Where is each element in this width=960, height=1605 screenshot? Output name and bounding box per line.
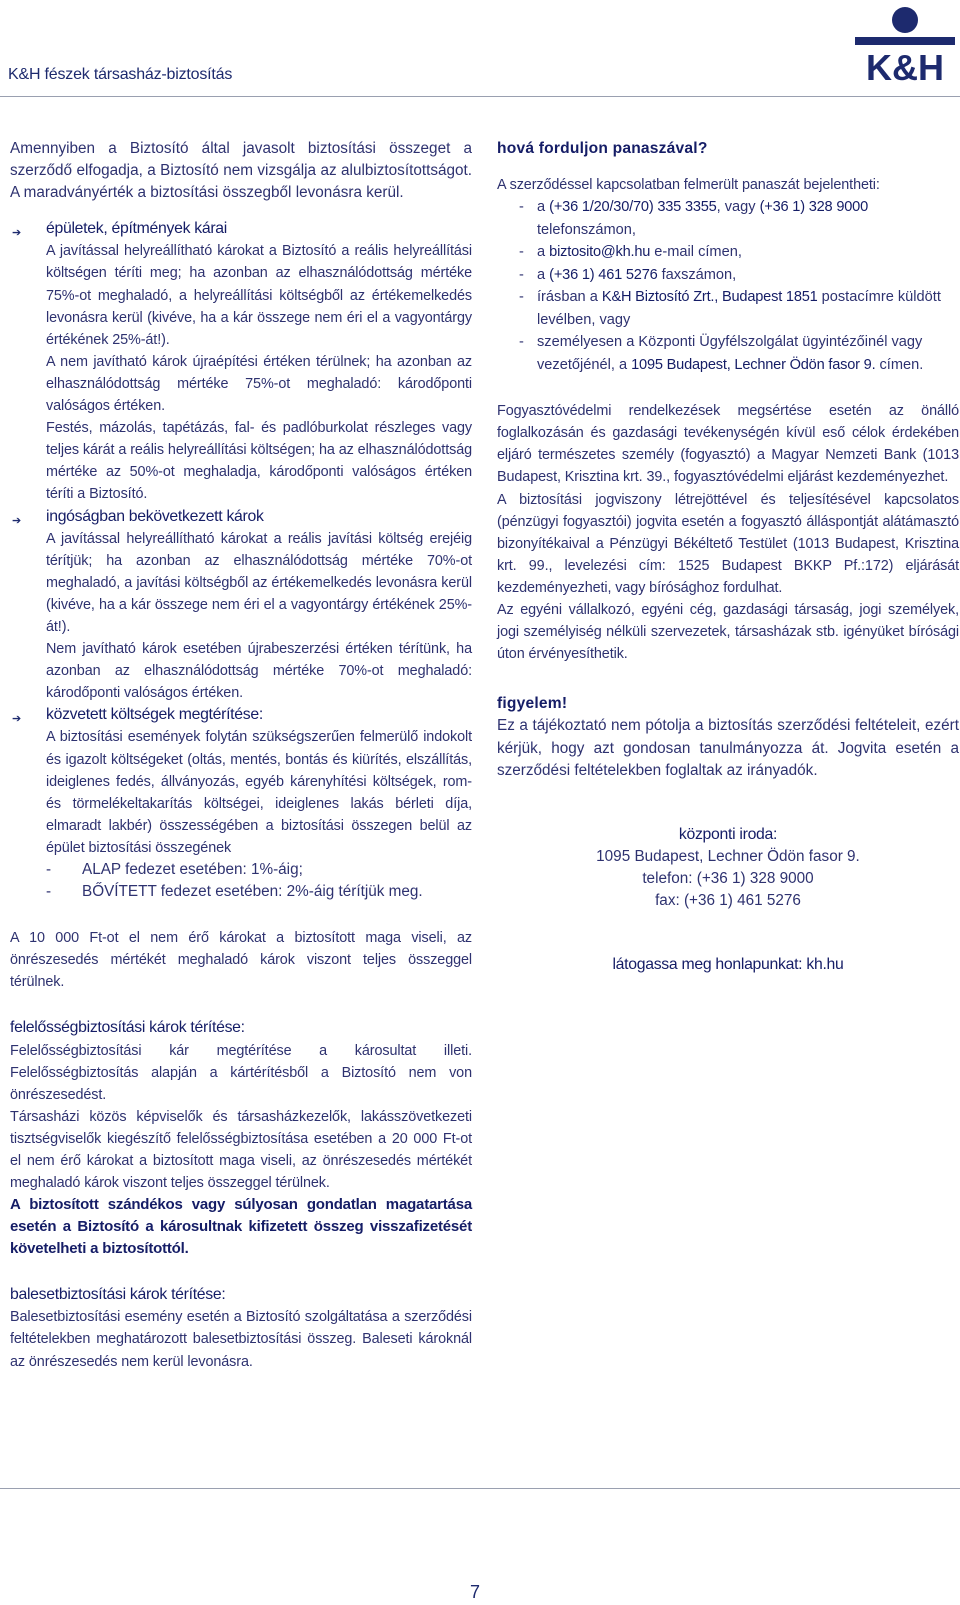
list-item: - személyesen a Központi Ügyfélszolgálat ügyintézőinél vagy vezetőjénél, a 1095 Budapest, Lechner Ödön fasor 9. címen. [519,334,924,373]
paragraph: A javítással helyreállítható károkat a reális javítási költség erejéig térítjük; ha azonban az elhasználódottság mértéke 70%-ot meghaladó, a javítási költségből az értékemelkedés levonásra kerül (kivéve, ha a kár összege nem éri el a vagyontárgy értékének 25%-át!). [46,530,472,635]
paragraph: A szerződéssel kapcsolatban felmerült panaszát bejelentheti: [497,177,880,194]
paragraph: Társasházi közös képviselők és társasházkezelők, lakásszövetkezeti tisztségviselők kiegészítő felelősségbiztosítása esetében a 20 000 Ft-ot el nem érő károkat a biztosított maga viseli, az önrészesedés mértékét meghaladó károk viszont teljes összeggel térülnek. [10,1108,472,1192]
email-link[interactable]: biztosito@kh.hu [549,244,651,261]
paragraph: Fogyasztóvédelmi rendelkezések megsértése esetén az önálló foglalkozásán és gazdasági tevékenységén kívül eső célok érdekében eljáró természetes személy (fogyasztó) a Magyar Nemzeti Bank (1013 Budapest, Krisztina krt. 39., fogyasztóvédelmi eljárást kezdeményezhet. [497,403,959,486]
deductible-paragraph: A 10 000 Ft-ot el nem érő károkat a biztosított maga viseli, az önrészesedés mértékét meghaladó károk viszont teljes összeggel térülnek. [10,930,472,991]
right-column [497,138,959,976]
bullet-indirect-costs [10,704,472,903]
list-item: - BŐVÍTETT fedezet esetében: 2%-áig térítjük meg. [46,883,423,901]
paragraph: Festés, mázolás, tapétázás, fal- és padlóburkolat részleges vagy teljes kárát a reális helyreállítási költségen; ha az elhasználódottság mértéke az 50%-ot meghaladja, károdőponti valóságos értéken téríti a Biztosító. [46,420,472,503]
arrow-bullet-icon: ➔ [12,227,22,240]
list-item: - a (+36 1/20/30/70) 335 3355, vagy (+36 1) 328 9000 telefonszámon, [519,199,868,238]
bullet-buildings [10,218,472,505]
paragraph: Balesetbiztosítási esemény esetén a Biztosító szolgáltatása a szerződési feltételekben meghatározott balesetbiztosítási összeg. Baleseti károknál az önrészesedés nem kerül levonásra. [10,1309,472,1370]
svg-text:K&H: K&H [866,47,944,86]
accident-heading: balesetbiztosítási károk térítése: [10,1286,226,1304]
bold-notice: A biztosított szándékos vagy súlyosan gondatlan magatartása esetén a Biztosító a károsultnak kifizetett összeg visszafizetését követelheti a biztosítottól. [10,1196,472,1258]
document-title: K&H fészek társasház-biztosítás [8,66,233,83]
arrow-bullet-icon: ➔ [12,713,22,726]
website-link[interactable]: látogassa meg honlapunkat: kh.hu [612,956,844,974]
bullet-title: épületek, építmények kárai [46,220,227,238]
office-address: 1095 Budapest, Lechner Ödön fasor 9. [596,847,860,865]
paragraph: Felelősségbiztosítási kár megtérítése a károsultat illeti. Felelősségbiztosítás alapján a kártérítésből a Biztosító nem von önrészesedést. [10,1042,472,1103]
paragraph: Ez a tájékoztató nem pótolja a biztosítás szerződési feltételeit, ezért kérjük, hogy azt gondosan tanulmányozza át. Jogvita esetén a szerződési feltételekben foglaltak az irányadók. [497,717,959,779]
list-item: - írásban a K&H Biztosító Zrt., Budapest 1851 postacímre küldött levélben, vagy [519,289,941,328]
page-number: 7 [470,1582,481,1602]
paragraph: A biztosítási jogviszony létrejöttével és teljesítésével kapcsolatos (pénzügyi fogyasztói) jogvita esetén a fogyasztó álláspontját alátámasztó bizonyítékaival a Pénzügyi Békéltető Testület (1013 Budapest, Krisztina krt. 99., levelezési cím: 1525 Budapest BKKP Pf.:172) eljárását kezdeményezheti, vagy bírósághoz fordulhat. [497,491,959,596]
paragraph: A javítással helyreállítható károkat a Biztosító a reális helyreállítási költségen téríti meg; ha azonban az elhasználódottság mértéke 75%-ot meghaladó, a helyreállítási költségből az értékemelkedés levonásra kerül (kivéve, ha a kár összege nem éri el a vagyontárgy értékének 25%-át!). [46,243,472,348]
paragraph: A nem javítható károk újraépítési értéken térülnek; ha azonban az elhasználódottság mértéke 75%-ot meghaladó: károdőponti valóságos értéken. [46,353,472,415]
paragraph: A biztosítási események folytán szükségszerűen felmerülő indokolt és igazolt költségeket (oltás, mentés, bontás és kiürítés, elszállítás, ideiglenes fedés, állványozás, egyéb kárenyhítési költségek, rom- és törmelékeltakarítás költségei, ideiglenes lakás bérleti díja, elmaradt lakbér) összességében a biztosítási összegen belül az épület biztosítási összegének [46,729,472,856]
intro-paragraph: Amennyiben a Biztosító által javasolt biztosítási összeget a szerződő elfogadja, a Biztosító nem vizsgálja az alulbiztosítottságot. A maradványérték a biztosítási összegből levonásra kerül. [10,140,472,202]
office-fax: fax: (+36 1) 461 5276 [655,891,801,909]
list-item: - a biztosito@kh.hu e-mail címen, [519,244,742,261]
footer-divider [0,1488,960,1489]
arrow-bullet-icon: ➔ [12,514,22,527]
attention-heading: figyelem! [497,695,568,713]
list-item: - a (+36 1) 461 5276 faxszámon, [519,266,737,283]
bullet-title: ingóságban bekövetkezett károk [46,507,264,525]
bullet-contents [10,506,472,705]
kh-logo-icon [855,4,955,86]
liability-heading: felelősségbiztosítási károk térítése: [10,1019,245,1037]
bullet-title: közvetett költségek megtérítése: [46,706,263,724]
paragraph: Az egyéni vállalkozó, egyéni cég, gazdasági társaság, jogi személyek, jogi személyiség nélküli szervezetek, társasházak stb. igényüket bírósági úton érvényesíthetik. [497,602,959,663]
paragraph: Nem javítható károk esetében újrabeszerzési értéken térítünk, ha azonban az elhasználódottság mértéke 70%-ot meghaladó: károdőponti valóságos értéken. [46,641,472,702]
left-column [10,138,472,1373]
complaint-heading: hová forduljon panaszával? [497,140,708,157]
header-divider [0,96,960,97]
office-heading: központi iroda: [678,825,778,843]
list-item: - ALAP fedezet esetében: 1%-áig; [46,861,303,878]
office-phone: telefon: (+36 1) 328 9000 [642,869,814,887]
